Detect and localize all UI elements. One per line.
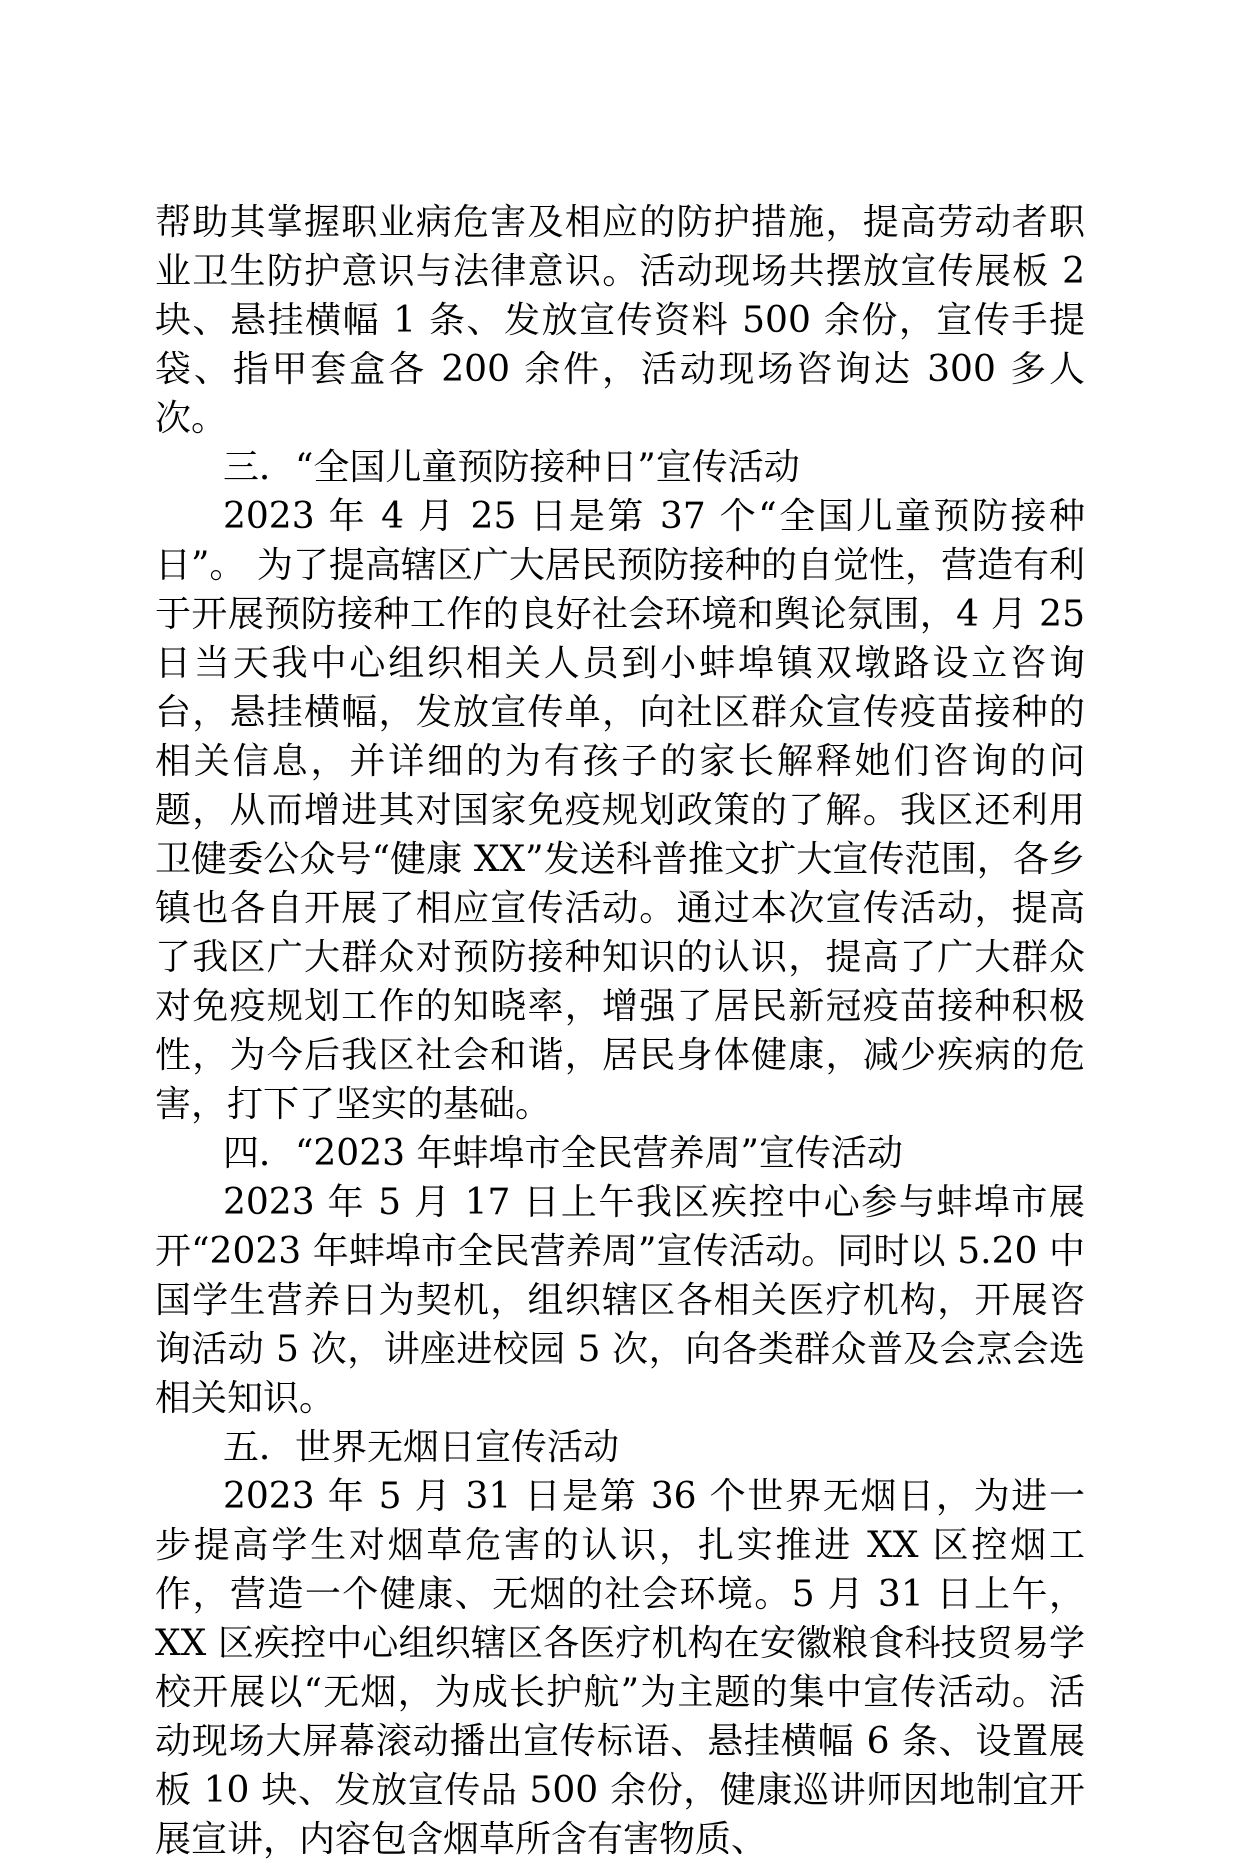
section-heading: 三．“全国儿童预防接种日”宣传活动 [223, 447, 800, 488]
body-paragraph: 2023 年 5 月 17 日上午我区疾控中心参与蚌埠市展开“2023 年蚌埠市全民营养周”宣传活动。同时以 5.20 中国学生营养日为契机，组织辖区各相关医疗机构，开展咨询活动 5 次，讲座进校园 5 次，向各类群众普及会烹会选相关知识。 [155, 1182, 1085, 1419]
document-page [155, 198, 1085, 1864]
body-paragraph: 2023 年 4 月 25 日是第 37 个“全国儿童预防接种日”。 为了提高辖区广大居民预防接种的自觉性，营造有利于开展预防接种工作的良好社会环境和舆论氛围，4 月 25 日当天我中心组织相关人员到小蚌埠镇双墩路设立咨询台，悬挂横幅，发放宣传单，向社区群众宣传疫苗接种的相关信息，并详细的为有孩子的家长解释她们咨询的问题，从而增进其对国家免疫规划政策的了解。我区还利用卫健委公众号“健康 XX”发送科普推文扩大宣传范围，各乡镇也各自开展了相应宣传活动。通过本次宣传活动，提高了我区广大群众对预防接种知识的认识，提高了广大群众对免疫规划工作的知晓率，增强了居民新冠疫苗接种积极性，为今后我区社会和谐，居民身体健康，减少疾病的危害，打下了坚实的基础。 [155, 496, 1085, 1125]
body-paragraph: 帮助其掌握职业病危害及相应的防护措施，提高劳动者职业卫生防护意识与法律意识。活动现场共摆放宣传展板 2 块、悬挂横幅 1 条、发放宣传资料 500 余份，宣传手提袋、指甲套盒各 200 余件，活动现场咨询达 300 多人次。 [155, 202, 1085, 439]
section-heading: 四．“2023 年蚌埠市全民营养周”宣传活动 [223, 1133, 903, 1174]
body-paragraph: 2023 年 5 月 31 日是第 36 个世界无烟日，为进一步提高学生对烟草危害的认识，扎实推进 XX 区控烟工作，营造一个健康、无烟的社会环境。5 月 31 日上午，XX 区疾控中心组织辖区各医疗机构在安徽粮食科技贸易学校开展以“无烟，为成长护航”为主题的集中宣传活动。活动现场大屏幕滚动播出宣传标语、悬挂横幅 6 条、设置展板 10 块、发放宣传品 500 余份，健康巡讲师因地制宜开展宣讲，内容包含烟草所含有害物质、 [155, 1476, 1085, 1860]
section-heading: 五．世界无烟日宣传活动 [223, 1427, 620, 1468]
